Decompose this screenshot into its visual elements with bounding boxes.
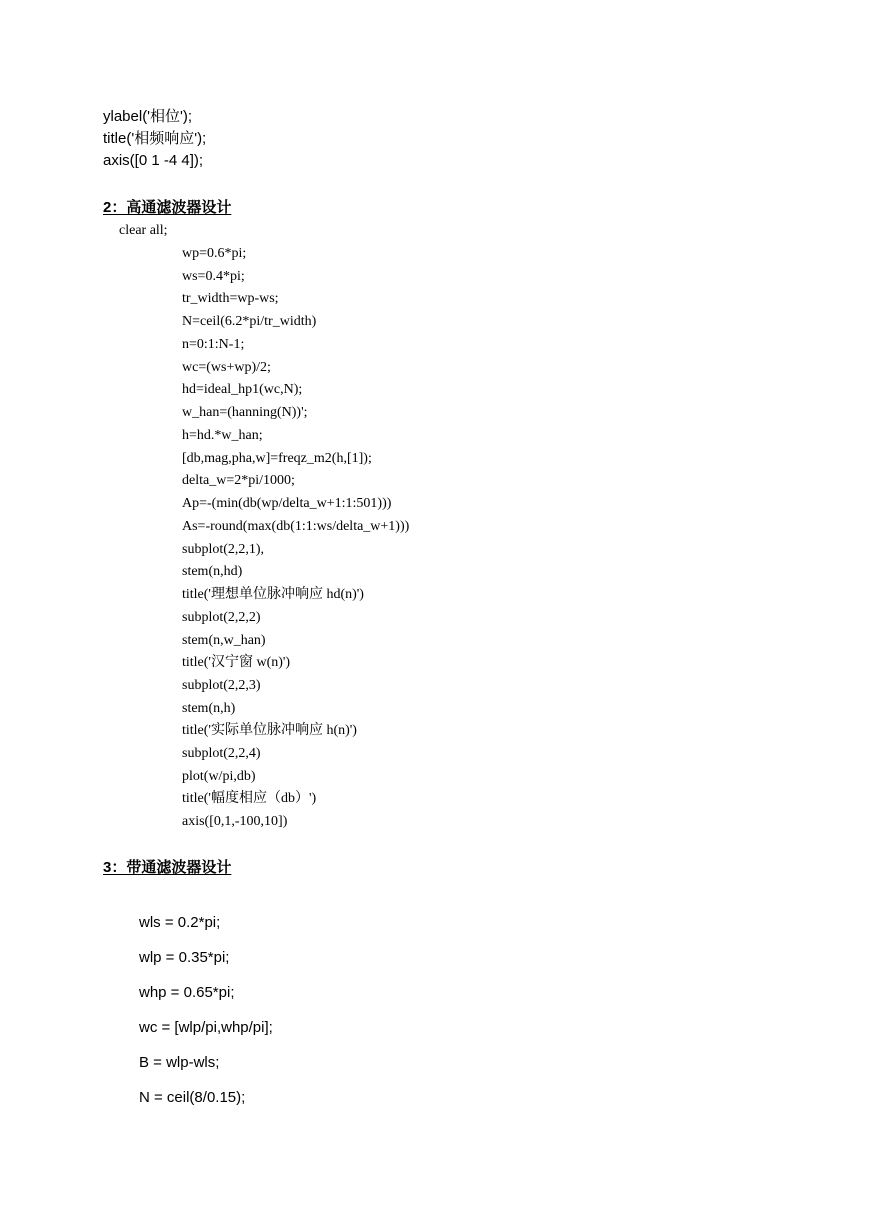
code-line: B = wlp-wls; bbox=[139, 1054, 220, 1071]
code-line: stem(n,hd) bbox=[182, 564, 243, 579]
section-3-heading: 3：带通滤波器设计 bbox=[103, 859, 232, 876]
code-line: clear all; bbox=[119, 223, 168, 238]
code-line: axis([0,1,-100,10]) bbox=[182, 814, 288, 829]
code-line: wp=0.6*pi; bbox=[182, 246, 247, 261]
intro-line: title('相频响应'); bbox=[103, 130, 207, 147]
code-line: wc=(ws+wp)/2; bbox=[182, 360, 271, 375]
code-line: h=hd.*w_han; bbox=[182, 428, 263, 443]
code-line: n=0:1:N-1; bbox=[182, 337, 245, 352]
code-line: Ap=-(min(db(wp/delta_w+1:1:501))) bbox=[182, 496, 392, 511]
intro-line: ylabel('相位'); bbox=[103, 108, 193, 125]
code-line: N = ceil(8/0.15); bbox=[139, 1089, 246, 1106]
code-line: w_han=(hanning(N))'; bbox=[182, 405, 308, 420]
code-line: title('实际单位脉冲响应 h(n)') bbox=[182, 723, 357, 738]
code-line: stem(n,w_han) bbox=[182, 633, 266, 648]
code-line: tr_width=wp-ws; bbox=[182, 291, 279, 306]
code-line: stem(n,h) bbox=[182, 701, 236, 716]
code-line: title('汉宁窗 w(n)') bbox=[182, 655, 291, 670]
code-line: subplot(2,2,4) bbox=[182, 746, 261, 761]
code-line: whp = 0.65*pi; bbox=[139, 984, 235, 1001]
code-line: N=ceil(6.2*pi/tr_width) bbox=[182, 314, 317, 329]
code-line: wls = 0.2*pi; bbox=[139, 914, 221, 931]
code-line: As=-round(max(db(1:1:ws/delta_w+1))) bbox=[182, 519, 410, 534]
code-line: title('幅度相应（db）') bbox=[182, 791, 317, 806]
code-line: ws=0.4*pi; bbox=[182, 269, 245, 284]
intro-line: axis([0 1 -4 4]); bbox=[103, 152, 204, 169]
code-line: hd=ideal_hp1(wc,N); bbox=[182, 382, 303, 397]
code-line: plot(w/pi,db) bbox=[182, 769, 256, 784]
section-2-heading: 2：高通滤波器设计 bbox=[103, 199, 232, 216]
code-line: wlp = 0.35*pi; bbox=[139, 949, 230, 966]
code-line: subplot(2,2,2) bbox=[182, 610, 261, 625]
code-line: wc = [wlp/pi,whp/pi]; bbox=[139, 1019, 273, 1036]
code-line: delta_w=2*pi/1000; bbox=[182, 473, 295, 488]
code-line: title('理想单位脉冲响应 hd(n)') bbox=[182, 587, 364, 602]
code-line: subplot(2,2,1), bbox=[182, 542, 265, 557]
code-line: subplot(2,2,3) bbox=[182, 678, 261, 693]
code-line: [db,mag,pha,w]=freqz_m2(h,[1]); bbox=[182, 451, 372, 466]
